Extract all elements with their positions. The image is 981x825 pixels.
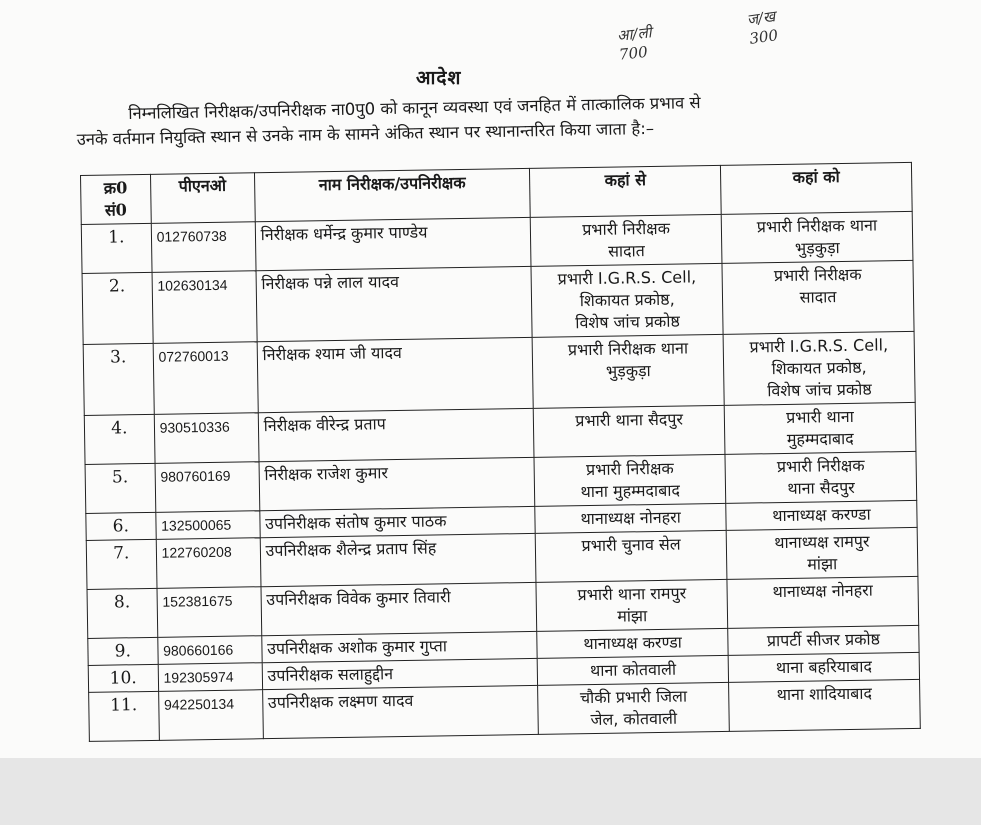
transfer-table [80,162,921,742]
cell-name: उपनिरीक्षक संतोष कुमार पाठक [259,506,535,537]
cell-serial: 9. [88,637,158,665]
cell-from: प्रभारी चुनाव सेल [535,530,727,582]
cell-to: प्रापर्टी सीजर प्रकोष्ठ [728,625,919,655]
cell-name: उपनिरीक्षक शैलेन्द्र प्रताप सिंह [260,533,536,586]
handwritten-note-left: आ/ली 700 [616,23,653,64]
cell-serial: 7. [86,539,156,589]
cell-pno: 980760169 [155,462,260,513]
intro-paragraph [76,86,917,152]
table-row [83,331,915,415]
cell-serial: 4. [84,414,154,464]
cell-pno: 192305974 [158,663,262,692]
cell-name: निरीक्षक राजेश कुमार [259,457,535,510]
cell-from: थाना कोतवाली [537,655,728,685]
background-strip [0,758,981,825]
page-title: आदेश [416,67,462,89]
cell-to: थाना बहरियाबाद [728,652,919,682]
cell-to: थाना शादियाबाद [729,679,921,731]
header-pno: पीएनओ [150,173,255,224]
cell-name: निरीक्षक पन्ने लाल यादव [256,266,533,341]
cell-to: थानाध्यक्ष नोनहरा [727,576,919,628]
cell-name: निरीक्षक श्याम जी यादव [257,337,534,412]
cell-name: निरीक्षक वीरेन्द्र प्रताप [258,408,534,461]
header-serial: क्र0 सं0 [81,174,151,224]
cell-serial: 1. [81,223,151,273]
cell-to: प्रभारी थाना मुहम्मदाबाद [724,402,916,454]
cell-pno: 102630134 [152,271,257,344]
cell-serial: 5. [85,463,155,513]
intro-line-2: उनके वर्तमान नियुक्ति स्थान से उनके नाम के सामने अंकित स्थान पर स्थानान्तरित किया जाता है:– [76,118,655,149]
cell-to: थानाध्यक्ष करण्डा [726,500,917,530]
cell-from: चौकी प्रभारी जिला जेल, कोतवाली [538,682,730,734]
cell-pno: 012760738 [151,222,256,273]
header-from: कहां से [530,165,722,217]
header-to: कहां को [721,162,913,214]
cell-name: उपनिरीक्षक लक्ष्मण यादव [262,685,538,738]
cell-to: प्रभारी I.G.R.S. Cell, शिकायत प्रकोष्ठ, विशेष जांच प्रकोष्ठ [723,331,915,405]
intro-line-1: निम्नलिखित निरीक्षक/उपनिरीक्षक ना0पु0 को कानून व्यवस्था एवं जनहित में तात्कालिक प्रभाव से [128,93,701,123]
cell-from: प्रभारी निरीक्षक थाना मुहम्मदाबाद [534,454,726,506]
header-name: नाम निरीक्षक/उपनिरीक्षक [254,168,530,221]
cell-from: प्रभारी थाना सैदपुर [534,405,726,457]
cell-from: प्रभारी निरीक्षक थाना भुड़कुड़ा [532,334,724,408]
cell-from: थानाध्यक्ष करण्डा [537,628,728,658]
cell-serial: 11. [89,691,159,741]
cell-serial: 8. [87,588,157,638]
cell-name: उपनिरीक्षक विवेक कुमार तिवारी [261,582,537,635]
table-row [82,260,914,344]
cell-pno: 152381675 [157,587,262,638]
cell-pno: 942250134 [158,690,263,741]
cell-to: प्रभारी निरीक्षक थाना सैदपुर [725,451,917,503]
cell-pno: 930510336 [154,413,259,464]
cell-name: उपनिरीक्षक अशोक कुमार गुप्ता [261,631,537,662]
cell-name: उपनिरीक्षक सलाहुद्दीन [262,658,538,689]
cell-from: प्रभारी I.G.R.S. Cell, शिकायत प्रकोष्ठ, विशेष जांच प्रकोष्ठ [531,263,723,337]
cell-from: प्रभारी निरीक्षक सादात [531,214,723,266]
cell-pno: 132500065 [155,511,259,540]
cell-serial: 10. [88,664,158,692]
cell-pno: 980660166 [157,636,261,665]
handwritten-note-right: ज/ख 300 [745,7,780,48]
cell-from: थानाध्यक्ष नोनहरा [535,503,726,533]
cell-name: निरीक्षक धर्मेन्द्र कुमार पाण्डेय [255,217,531,270]
cell-to: प्रभारी निरीक्षक थाना भुड़कुड़ा [721,211,913,263]
cell-pno: 122760208 [156,538,261,589]
cell-to: प्रभारी निरीक्षक सादात [722,260,914,334]
cell-pno: 072760013 [153,342,258,415]
cell-from: प्रभारी थाना रामपुर मांझा [536,579,728,631]
cell-serial: 2. [82,272,153,344]
cell-to: थानाध्यक्ष रामपुर मांझा [726,527,918,579]
cell-serial: 3. [83,343,154,415]
cell-serial: 6. [86,512,156,540]
